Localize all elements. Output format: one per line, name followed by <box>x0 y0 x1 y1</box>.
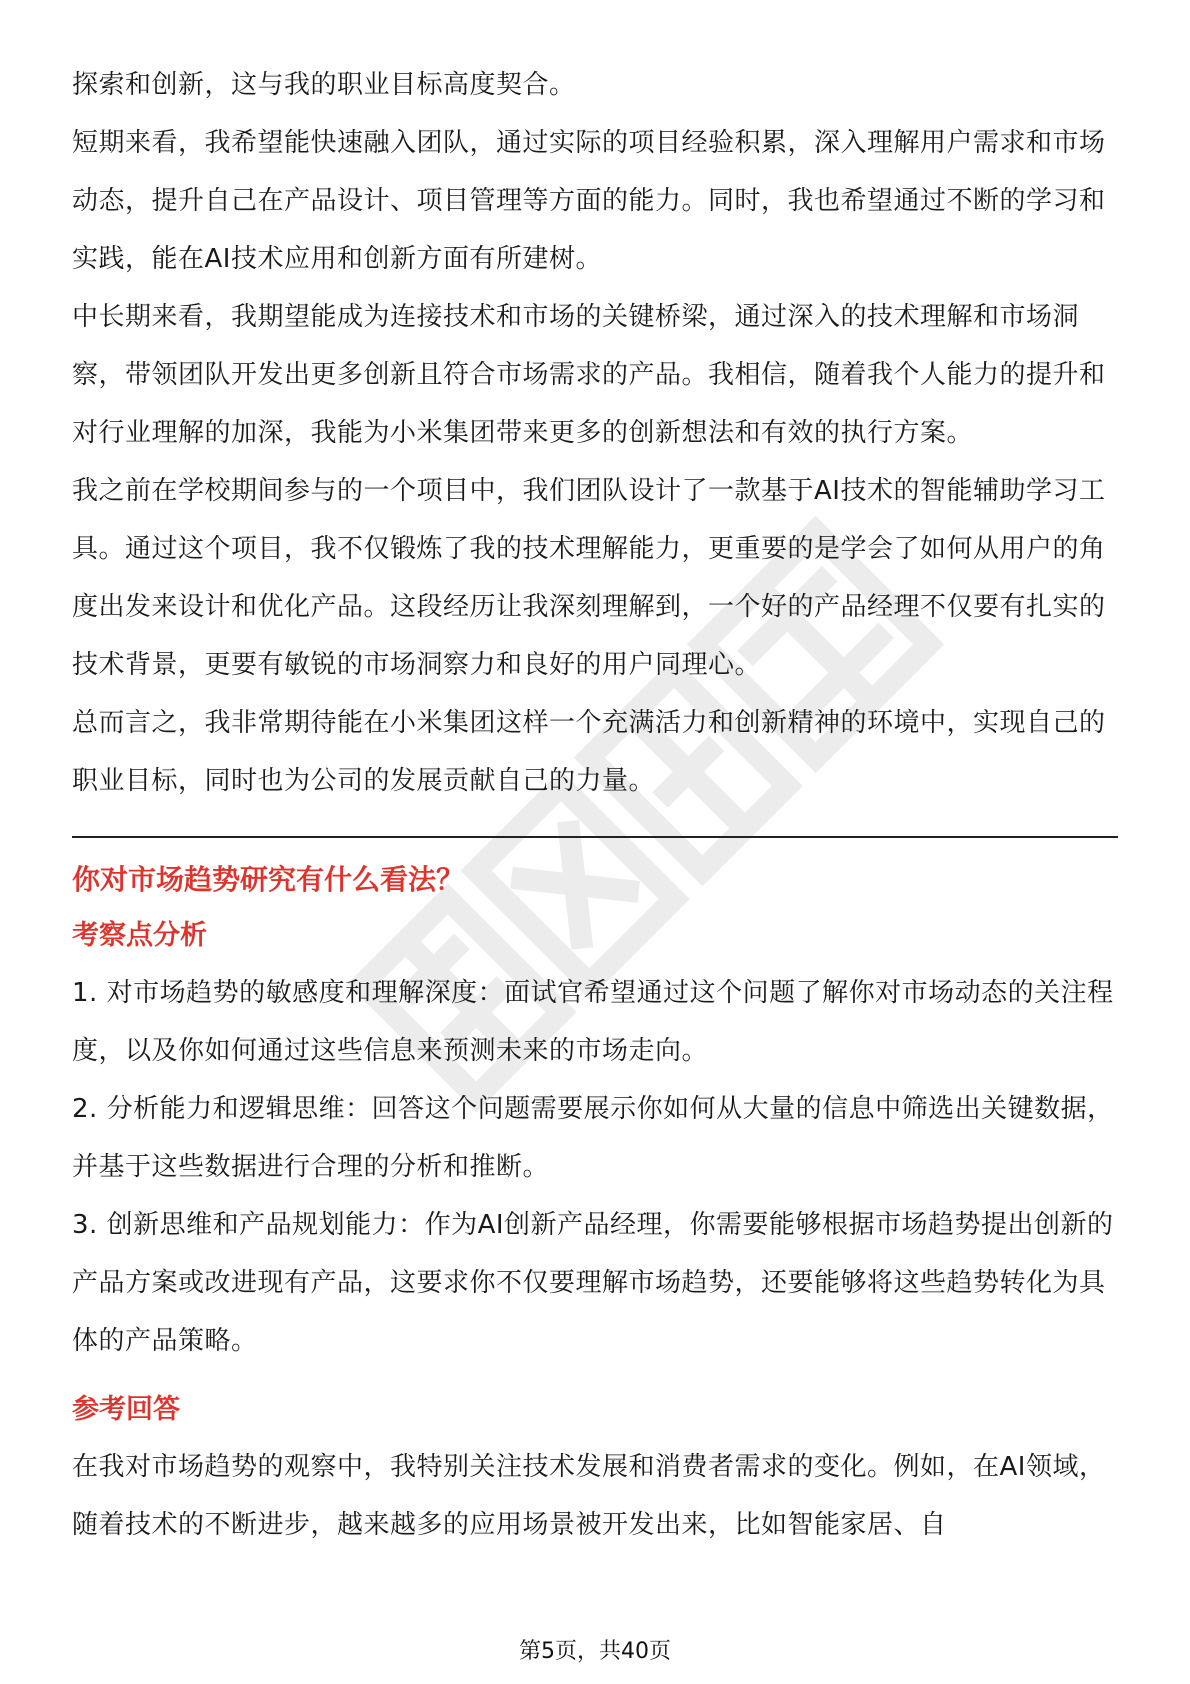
document-body <box>72 56 1118 1554</box>
analysis-point: 3. 创新思维和产品规划能力：作为AI创新产品经理，你需要能够根据市场趋势提出创新的产品方案或改进现有产品，这要求你不仅要理解市场趋势，还要能够将这些趋势转化为具体的产品策略。 <box>72 1210 1114 1356</box>
paragraph: 中长期来看，我期望能成为连接技术和市场的关键桥梁，通过深入的技术理解和市场洞察，带领团队开发出更多创新且符合市场需求的产品。我相信，随着我个人能力的提升和对行业理解的加深，我能为小米集团带来更多的创新想法和有效的执行方案。 <box>72 302 1106 448</box>
answer-heading: 参考回答 <box>72 1394 180 1425</box>
question-title: 你对市场趋势研究有什么看法？ <box>72 863 465 896</box>
page-number: 第5页，共40页 <box>519 1639 671 1664</box>
analysis-point: 2. 分析能力和逻辑思维：回答这个问题需要展示你如何从大量的信息中筛选出关键数据，并基于这些数据进行合理的分析和推断。 <box>72 1094 1114 1182</box>
paragraph: 我之前在学校期间参与的一个项目中，我们团队设计了一款基于AI技术的智能辅助学习工具。通过这个项目，我不仅锻炼了我的技术理解能力，更重要的是学会了如何从用户的角度出发来设计和优化产品。这段经历让我深刻理解到，一个好的产品经理不仅要有扎实的技术背景，更要有敏锐的市场洞察力和良好的用户同理心。 <box>72 476 1106 680</box>
section-divider <box>72 836 1118 838</box>
analysis-heading: 考察点分析 <box>72 920 207 951</box>
paragraph: 短期来看，我希望能快速融入团队，通过实际的项目经验积累，深入理解用户需求和市场动态，提升自己在产品设计、项目管理等方面的能力。同时，我也希望通过不断的学习和实践，能在AI技术应用和创新方面有所建树。 <box>72 128 1106 274</box>
paragraph: 探索和创新，这与我的职业目标高度契合。 <box>72 70 576 100</box>
analysis-point: 1. 对市场趋势的敏感度和理解深度：面试官希望通过这个问题了解你对市场动态的关注程度，以及你如何通过这些信息来预测未来的市场走向。 <box>72 978 1114 1066</box>
answer-text: 在我对市场趋势的观察中，我特别关注技术发展和消费者需求的变化。例如，在AI领域，随着技术的不断进步，越来越多的应用场景被开发出来，比如智能家居、自 <box>72 1452 1106 1540</box>
paragraph: 总而言之，我非常期待能在小米集团这样一个充满活力和创新精神的环境中，实现自己的职业目标，同时也为公司的发展贡献自己的力量。 <box>72 708 1106 796</box>
